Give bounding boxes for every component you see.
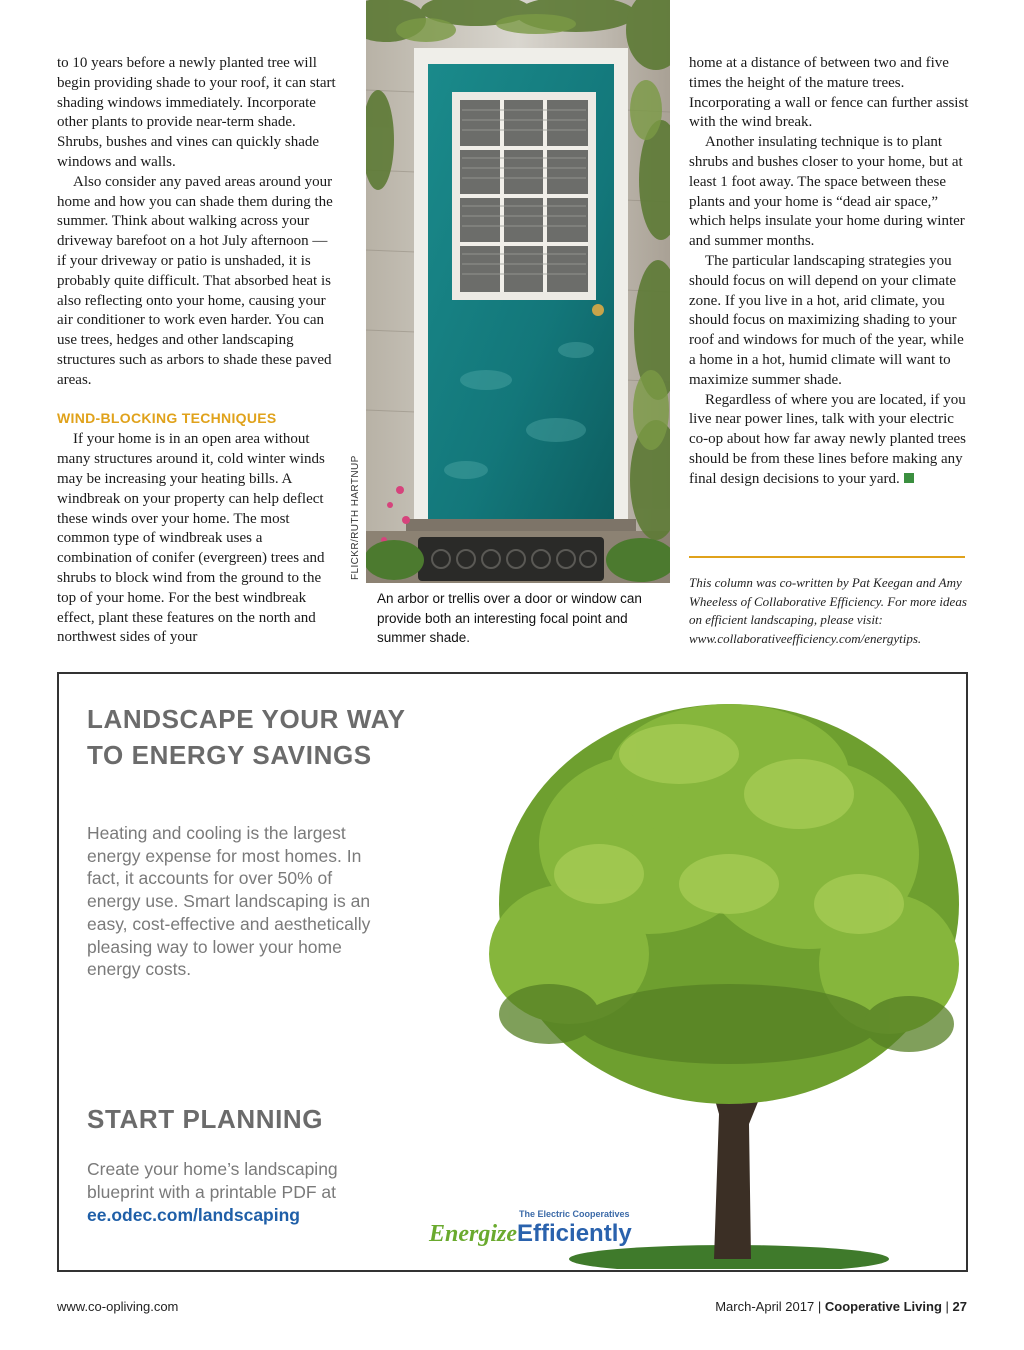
ad-cta-body: Create your home’s landscaping blueprint with a printable PDF at [87, 1159, 338, 1202]
article-paragraph: home at a distance of between two and five times the height of the mature trees. Incorporating a wall or fence can further assist with the wind break. [689, 55, 969, 131]
footer-separator: | [817, 1299, 822, 1314]
article-paragraph: Also consider any paved areas around your home and how you can shade them during the summer. Think about walking across your driveway barefoot on a hot July afternoon — if your driveway or patio is unshaded, it is probably quite difficult. That absorbed heat is also reflecting onto your home, causing your air conditioner to work even harder. You can use trees, hedges and other landscaping structures such as arbors to shade these paved areas. [57, 173, 333, 388]
ad-url-link[interactable]: ee.odec.com/landscaping [87, 1205, 300, 1225]
footer-separator: | [945, 1299, 949, 1314]
footer-magazine: Cooperative Living [824, 1299, 942, 1314]
ad-heading-start-planning: START PLANNING [87, 1104, 324, 1134]
energy-savings-ad [57, 672, 968, 1272]
logo-tagline: The Electric Cooperatives [519, 1209, 630, 1219]
logo-word-efficiently: Efficiently [517, 1220, 632, 1247]
photo-caption: An arbor or trellis over a door or window can provide both an interesting focal point and summer shade. [377, 591, 642, 645]
article-paragraph: to 10 years before a newly planted tree will begin providing shade to your roof, it can start shading windows immediately. Incorporate other plants to provide near-term shade. Shrubs, bushes and vines can quickly shade windows and walls. [57, 55, 336, 170]
end-of-article-mark [904, 473, 914, 483]
divider-rule [689, 556, 965, 558]
article-paragraph-text: Regardless of where you are located, if you live near power lines, talk with your electric co-op about how far away newly planted trees should be from these lines before making any final design decisions to your yard. [689, 391, 966, 487]
ad-cta-text [87, 1158, 387, 1227]
tree-illustration [399, 684, 968, 1269]
article-paragraph: If your home is in an open area without many structures around it, cold winter winds may be increasing your heating bills. A windbreak on your property can help deflect these winds over your home. The most common type of windbreak uses a combination of conifer (evergreen) trees and shrubs to block wind from the ground to the top of your home. For the best windbreak effect, plant these features on the north and northwest sides of your [57, 431, 325, 646]
article-paragraph: Another insulating technique is to plant shrubs and bushes closer to your home, but at least 1 foot away. The space between these plants and your home is “dead air space,” which helps insulate your home during winter and summer months. [689, 134, 965, 250]
section-subhead: WIND-BLOCKING TECHNIQUES [57, 409, 277, 426]
door-photo [366, 0, 670, 583]
article-paragraph: The particular landscaping strategies you should focus on will depend on your climate zone. If you live in a hot, arid climate, you should focus on maximizing shading to your roof and windows for much of the year, while a home in a hot, humid climate will want to maximize summer shade. [689, 252, 964, 388]
article-paragraph-final [689, 391, 969, 490]
footer-page-number: 27 [952, 1299, 967, 1314]
footer-issue: March-April 2017 [715, 1299, 815, 1314]
footer-folio [715, 1299, 967, 1314]
energize-efficiently-logo [429, 1220, 632, 1248]
article-left-column [57, 54, 340, 648]
ad-title: LANDSCAPE YOUR WAY TO ENERGY SAVINGS [87, 704, 406, 770]
author-credit-note: This column was co-written by Pat Keegan and Amy Wheeless of Collaborative Efficiency. For more ideas on efficient landscaping, please visit: www.collaborativeefficiency.com/energytips. [689, 575, 967, 646]
photo-credit: FLICKR/RUTH HARTNUP [350, 455, 361, 580]
footer-website: www.co-opliving.com [57, 1299, 179, 1314]
logo-word-energize: Energize [429, 1221, 518, 1247]
article-right-column [689, 54, 969, 490]
ad-body-text: Heating and cooling is the largest energy expense for most homes. In fact, it accounts for over 50% of energy use. Smart landscaping is an easy, cost-effective and aesthetically pleasing way to lower your home energy costs. [87, 823, 371, 980]
